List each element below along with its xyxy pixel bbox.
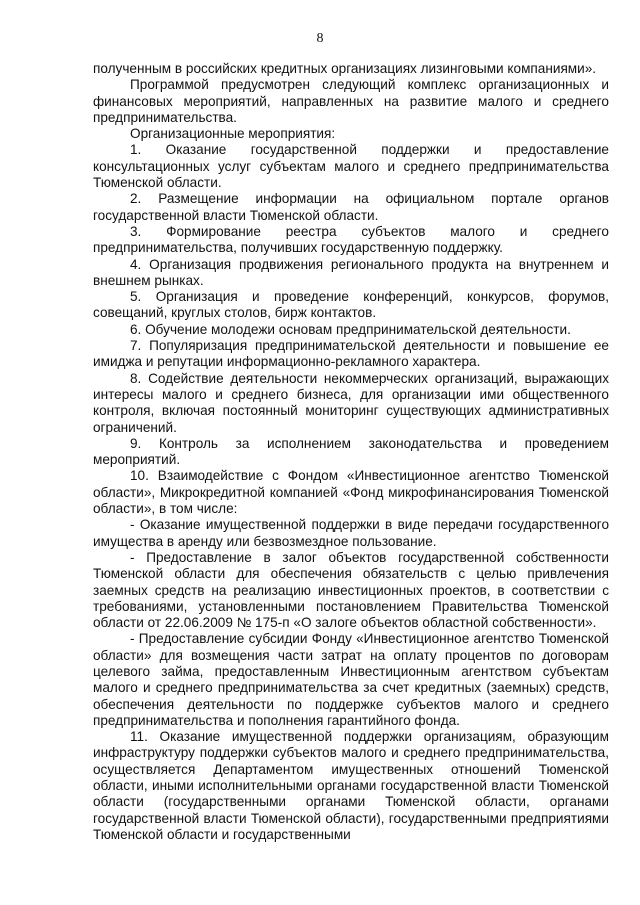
paragraph: - Оказание имущественной поддержки в виде передачи государственного имущества в аренду или безвозмездное пользование. bbox=[93, 517, 609, 549]
paragraph: Программой предусмотрен следующий комплекс организационных и финансовых мероприятий, направленных на развитие малого и среднего предпринимательства. bbox=[93, 77, 609, 125]
document-body bbox=[93, 61, 609, 843]
paragraph: 6. Обучение молодежи основам предпринимательской деятельности. bbox=[130, 321, 571, 337]
paragraph: 9. Контроль за исполнением законодательства и проведением мероприятий. bbox=[93, 435, 609, 468]
paragraph: 10. Взаимодействие с Фондом «Инвестиционное агентство Тюменской области», Микрокредитной компанией «Фонд микрофинансирования Тюменской области», в том числе: bbox=[93, 468, 609, 517]
paragraph: 7. Популяризация предпринимательской деятельности и повышение ее имиджа и репутации информационно-рекламного характера. bbox=[93, 338, 609, 370]
paragraph: полученным в российских кредитных организациях лизинговыми компаниями». bbox=[93, 61, 597, 76]
paragraph: - Предоставление субсидии Фонду «Инвестиционное агентство Тюменской области» для возмещения части затрат на оплату процентов по договорам целевого займа, предоставленным Инвестиционным агентством субъектам малого и среднего предпринимательства за счет кредитных (заемных) средств, обеспечения деятельности по поддержке субъектов малого и среднего предпринимательства и пополнения гарантийного фонда. bbox=[93, 631, 609, 728]
paragraph: 4. Организация продвижения регионального продукта на внутреннем и внешнем рынках. bbox=[93, 256, 609, 288]
paragraph: 8. Содействие деятельности некоммерческих организаций, выражающих интересы малого и среднего бизнеса, для организации ими общественного контроля, включая постоянный мониторинг существующих административных ограничений. bbox=[93, 370, 609, 435]
paragraph: Организационные мероприятия: bbox=[130, 126, 336, 142]
paragraph: 5. Организация и проведение конференций, конкурсов, форумов, совещаний, круглых столов, бирж контактов. bbox=[93, 289, 609, 321]
paragraph: 11. Оказание имущественной поддержки организациям, образующим инфраструктуру поддержки субъектов малого и среднего предпринимательства, осуществляется Департаментом имущественных отношений Тюменской области, иными исполнительными органами государственной власти Тюменской области (государственными органами Тюменской области, органами государственной власти Тюменской области), государственными предприятиями Тюменской области и государственными bbox=[93, 729, 609, 842]
paragraph: - Предоставление в залог объектов государственной собственности Тюменской области для обеспечения обязательств с целью привлечения заемных средств на реализацию инвестиционных проектов, в соответствии с требованиями, установленными постановлением Правительства Тюменской области от 22.06.2009 № 175-п «О залоге объектов областной собственности». bbox=[93, 549, 609, 631]
paragraph: 2. Размещение информации на официальном портале органов государственной власти Тюменской области. bbox=[93, 191, 609, 223]
paragraph: 3. Формирование реестра субъектов малого и среднего предпринимательства, получивших государственную поддержку. bbox=[93, 223, 609, 256]
page-number: 8 bbox=[316, 31, 324, 46]
paragraph: 1. Оказание государственной поддержки и предоставление консультационных услуг субъектам малого и среднего предпринимательства Тюменской области. bbox=[93, 142, 609, 191]
